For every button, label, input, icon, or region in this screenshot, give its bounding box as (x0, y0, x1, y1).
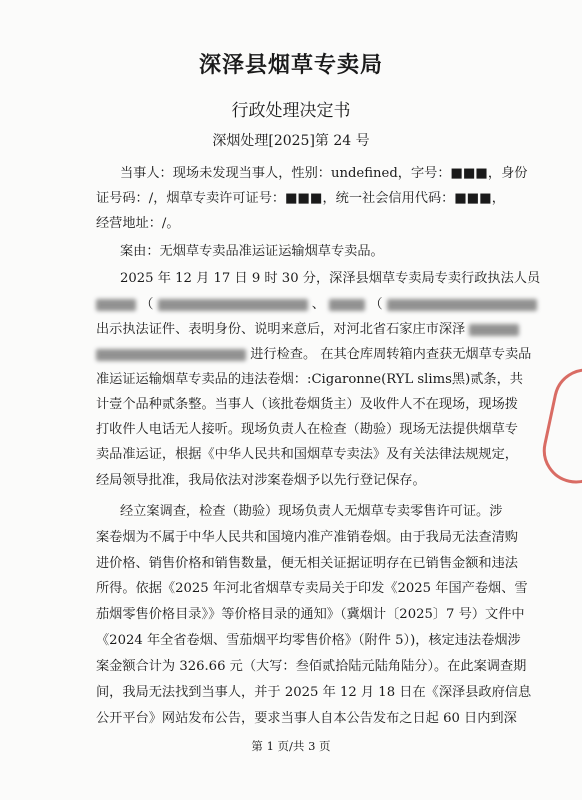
facts-line-7: 打收件人电话无人接听。现场负责人在检查（勘验）现场无法提供烟草专 (96, 422, 518, 437)
facts-line-3: 出示执法证件、表明身份、说明来意后，对河北省石家庄市深泽 (96, 322, 519, 338)
party-line-2: 证号码：/，烟草专卖许可证号：■■■，统一社会信用代码：■■■， (96, 191, 505, 206)
facts-line-9: 经局领导批准，我局依法对涉案卷烟予以先行登记保存。 (96, 473, 426, 488)
redacted-address-2 (96, 349, 246, 361)
party-line-3: 经营地址：/。 (96, 216, 180, 231)
investigation-line-5: 茄烟零售价格目录》》等价格目录的通知》（冀烟计〔2025〕7 号）文件中 (96, 607, 525, 622)
document-type-title: 行政处理决定书 (231, 101, 351, 121)
page-footer: 第 1 页/共 3 页 (251, 739, 331, 753)
redacted-name (96, 299, 136, 311)
investigation-line-6: 《2024 年全省卷烟、雪茄烟平均零售价格》（附件 5）)，核定违法卷烟涉 (96, 633, 521, 648)
investigation-line-8: 间，我局无法找到当事人，并于 2025 年 12 月 18 日在《深泽县政府信息 (96, 685, 532, 700)
facts-line-1: 2025 年 12 月 17 日 9 时 30 分，深泽县烟草专卖局专卖行政执法人员 (120, 271, 541, 286)
issuing-authority-title: 深泽县烟草专卖局 (198, 52, 383, 78)
facts-line-2-redacted: （ 、 （ (96, 297, 537, 313)
redacted-id-1 (158, 299, 308, 311)
redacted-id-2 (387, 299, 537, 311)
official-seal (537, 362, 582, 489)
redacted-name-2 (329, 299, 365, 311)
facts-line-4: 进行检查。 在其仓库周转箱内查获无烟草专卖品 (96, 347, 531, 363)
redacted-address-1 (469, 324, 519, 336)
facts-line-6: 计壹个品种贰条整。当事人（该批卷烟货主）及收件人不在现场，现场拨 (96, 397, 518, 412)
investigation-line-9: 公开平台》网站发布公告，要求当事人自本公告发布之日起 60 日内到深 (96, 711, 517, 726)
investigation-line-2: 案卷烟为不属于中华人民共和国境内准产准销卷烟。由于我局无法查清购 (96, 530, 518, 545)
facts-line-8: 卖品准运证，根据《中华人民共和国烟草专卖法》及有关法律法规规定， (96, 447, 518, 462)
investigation-line-4: 所得。依据《2025 年河北省烟草专卖局关于印发《2025 年国产卷烟、雪 (96, 581, 528, 596)
facts-line-5: 准运证运输烟草专卖品的违法卷烟：:Cigaronne(RYL slims黑)贰条，共 (96, 372, 523, 387)
investigation-line-3: 进价格、销售价格和销售数量，便无相关证据证明存在已销售金额和违法 (96, 556, 518, 571)
investigation-line-7: 案金额合计为 326.66 元（大写：叁佰贰拾陆元陆角陆分）。在此案调查期 (96, 659, 527, 674)
document-number: 深烟处理[2025]第 24 号 (212, 133, 370, 149)
party-line-1: 当事人：现场未发现当事人，性别：undefined，字号：■■■，身份 (120, 166, 528, 181)
investigation-line-1: 经立案调查，检查（勘验）现场负责人无烟草专卖零售许可证。涉 (120, 504, 503, 519)
case-cause: 案由：无烟草专卖品准运证运输烟草专卖品。 (120, 244, 384, 259)
